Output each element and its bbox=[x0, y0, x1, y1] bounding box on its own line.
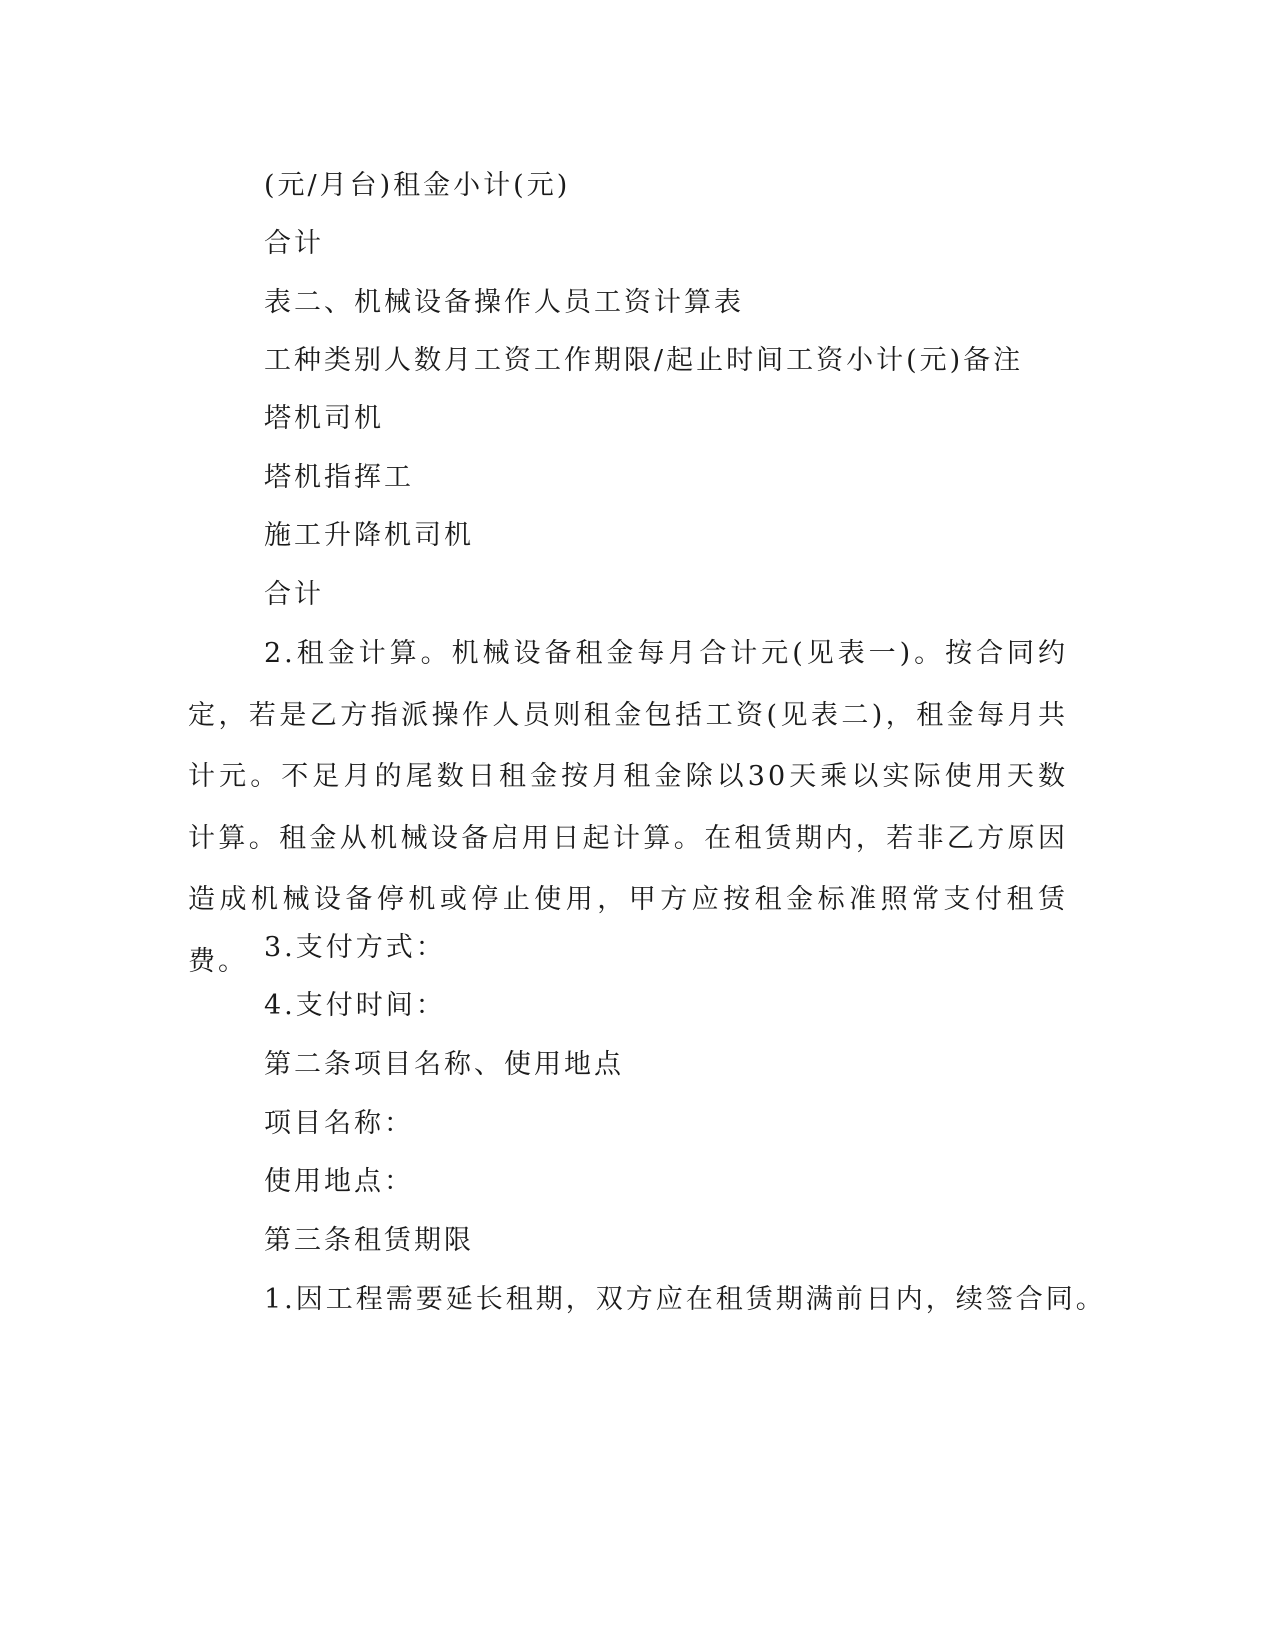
table2-header: 工种类别人数月工资工作期限/起止时间工资小计(元)备注 bbox=[264, 345, 1024, 376]
usage-location-field: 使用地点： bbox=[264, 1166, 414, 1197]
table1-total-label: 合计 bbox=[264, 228, 324, 259]
table2-row-hoist-driver: 施工升降机司机 bbox=[264, 520, 474, 551]
table2-row-tower-crane-signalman: 塔机指挥工 bbox=[264, 462, 414, 493]
rent-calculation-paragraph: 2.租金计算。机械设备租金每月合计元(见表一)。按合同约定，若是乙方指派操作人员则租金包括工资(见表二)，租金每月共计元。不足月的尾数日租金按月租金除以30天乘以实际使用天数计算。租金从机械设备启用日起计算。在租赁期内，若非乙方原因造成机械设备停机或停止使用，甲方应按租金标准照常支付租赁费。 bbox=[188, 638, 1068, 977]
article-3-heading: 第三条租赁期限 bbox=[264, 1225, 474, 1256]
table2-title: 表二、机械设备操作人员工资计算表 bbox=[264, 287, 744, 318]
lease-extension-clause: 1.因工程需要延长租期，双方应在租赁期满前日内，续签合同。 bbox=[264, 1284, 1106, 1315]
table2-row-tower-crane-driver: 塔机司机 bbox=[264, 403, 384, 434]
payment-method: 3.支付方式： bbox=[264, 932, 446, 963]
payment-time: 4.支付时间： bbox=[264, 990, 446, 1021]
article-2-heading: 第二条项目名称、使用地点 bbox=[264, 1049, 624, 1080]
project-name-field: 项目名称： bbox=[264, 1108, 414, 1139]
table2-total-label: 合计 bbox=[264, 579, 324, 610]
table1-header-tail: (元/月台)租金小计(元) bbox=[264, 170, 571, 201]
